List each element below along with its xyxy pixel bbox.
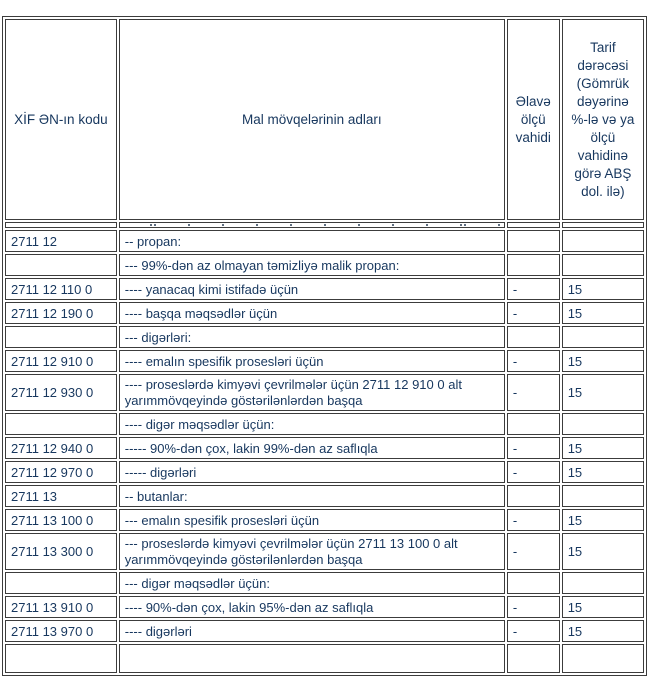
- unit-cell: -: [507, 374, 560, 411]
- unit-cell: [507, 485, 560, 507]
- code-cell: [5, 326, 117, 348]
- unit-cell: -: [507, 509, 560, 531]
- table-row: [5, 437, 644, 459]
- header-name: Mal mövqelərinin adları: [119, 19, 505, 220]
- unit-cell: [507, 644, 560, 673]
- name-cell: --- proseslərdə kimyəvi çevrilmələr üçün 2711 13 100 0 alt yarımmövqeyində göstərilənlərdən başqa: [119, 533, 505, 570]
- name-cell: ---- digərləri: [119, 620, 505, 642]
- name-cell: -- propan:: [119, 230, 505, 252]
- unit-cell: [507, 230, 560, 252]
- code-cell: 2711 12 940 0: [5, 437, 117, 459]
- code-cell: 2711 12 110 0: [5, 278, 117, 300]
- table-row: [5, 278, 644, 300]
- table-body: [5, 222, 644, 673]
- table-row: [5, 222, 644, 228]
- code-cell: 2711 13: [5, 485, 117, 507]
- name-cell: --- digər məqsədlər üçün:: [119, 572, 505, 594]
- name-cell: --- emalın spesifik prosesləri üçün: [119, 509, 505, 531]
- unit-cell: [507, 222, 560, 228]
- table-row: [5, 413, 644, 435]
- code-cell: 2711 13 100 0: [5, 509, 117, 531]
- unit-cell: [507, 254, 560, 276]
- tariff-table: [2, 16, 647, 676]
- table-row: [5, 302, 644, 324]
- code-cell: 2711 13 910 0: [5, 596, 117, 618]
- rate-cell: 15: [562, 350, 644, 372]
- rate-cell: 15: [562, 278, 644, 300]
- rate-cell: 15: [562, 596, 644, 618]
- table-row: [5, 326, 644, 348]
- table-row: [5, 374, 644, 411]
- unit-cell: [507, 413, 560, 435]
- code-cell: [5, 222, 117, 228]
- unit-cell: [507, 326, 560, 348]
- name-cell: ---- digər məqsədlər üçün:: [119, 413, 505, 435]
- name-cell: --- digərləri:: [119, 326, 505, 348]
- table-row: [5, 596, 644, 618]
- code-cell: 2711 12 970 0: [5, 461, 117, 483]
- rate-cell: [562, 572, 644, 594]
- name-cell: ---- proseslərdə kimyəvi çevrilmələr üçün 2711 12 910 0 alt yarımmövqeyində göstərilənlərdən başqa: [119, 374, 505, 411]
- rate-cell: 15: [562, 620, 644, 642]
- table-row: [5, 230, 644, 252]
- rate-cell: [562, 326, 644, 348]
- table-row: [5, 485, 644, 507]
- code-cell: [5, 254, 117, 276]
- header-rate: Tarif dərəcəsi (Gömrük dəyərinə %-lə və ya ölçü vahidinə görə ABŞ dol. ilə): [562, 19, 644, 220]
- rate-cell: [562, 222, 644, 228]
- name-cell: ----- 90%-dən çox, lakin 99%-dən az saflıqla: [119, 437, 505, 459]
- name-cell: [119, 222, 505, 228]
- table-row: [5, 509, 644, 531]
- rate-cell: 15: [562, 461, 644, 483]
- rate-cell: 15: [562, 509, 644, 531]
- code-cell: 2711 12: [5, 230, 117, 252]
- unit-cell: -: [507, 302, 560, 324]
- unit-cell: -: [507, 620, 560, 642]
- name-cell: ---- emalın spesifik prosesləri üçün: [119, 350, 505, 372]
- name-cell: [119, 644, 505, 673]
- table-row: [5, 533, 644, 570]
- code-cell: 2711 12 930 0: [5, 374, 117, 411]
- unit-cell: -: [507, 461, 560, 483]
- name-cell: -- butanlar:: [119, 485, 505, 507]
- code-cell: [5, 572, 117, 594]
- name-cell: ----- digərləri: [119, 461, 505, 483]
- unit-cell: -: [507, 278, 560, 300]
- table-row: [5, 644, 644, 673]
- table-row: [5, 620, 644, 642]
- code-cell: [5, 413, 117, 435]
- header-row: [5, 19, 644, 220]
- rate-cell: [562, 230, 644, 252]
- rate-cell: [562, 413, 644, 435]
- header-code: XİF ƏN-ın kodu: [5, 19, 117, 220]
- rate-cell: 15: [562, 374, 644, 411]
- table-row: [5, 572, 644, 594]
- rate-cell: 15: [562, 437, 644, 459]
- name-cell: --- 99%-dən az olmayan təmizliyə malik propan:: [119, 254, 505, 276]
- code-cell: [5, 644, 117, 673]
- code-cell: 2711 12 910 0: [5, 350, 117, 372]
- table-row: [5, 350, 644, 372]
- code-cell: 2711 12 190 0: [5, 302, 117, 324]
- unit-cell: -: [507, 437, 560, 459]
- table-header: [5, 19, 644, 220]
- rate-cell: [562, 254, 644, 276]
- name-cell: ---- 90%-dən çox, lakin 95%-dən az saflıqla: [119, 596, 505, 618]
- rate-cell: 15: [562, 533, 644, 570]
- code-cell: 2711 13 300 0: [5, 533, 117, 570]
- unit-cell: -: [507, 533, 560, 570]
- table-row: [5, 254, 644, 276]
- unit-cell: -: [507, 596, 560, 618]
- name-cell: ---- yanacaq kimi istifadə üçün: [119, 278, 505, 300]
- rate-cell: [562, 644, 644, 673]
- rate-cell: 15: [562, 302, 644, 324]
- unit-cell: -: [507, 350, 560, 372]
- table-row: [5, 461, 644, 483]
- rate-cell: [562, 485, 644, 507]
- unit-cell: [507, 572, 560, 594]
- code-cell: 2711 13 970 0: [5, 620, 117, 642]
- name-cell: ---- başqa məqsədlər üçün: [119, 302, 505, 324]
- header-unit: Əlavə ölçü vahidi: [507, 19, 560, 220]
